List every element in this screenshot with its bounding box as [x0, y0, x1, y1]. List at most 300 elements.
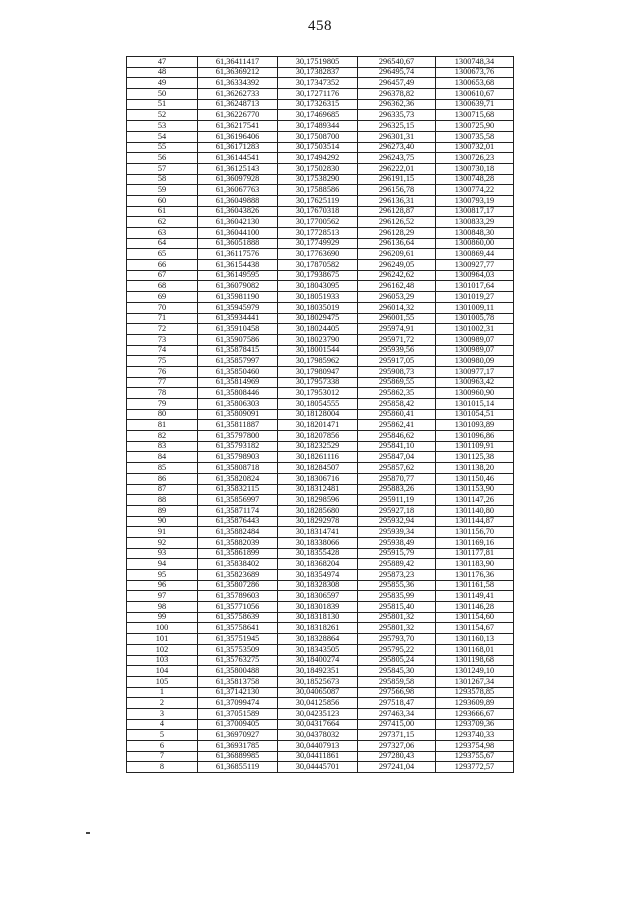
- longitude-cell: 30,17749929: [278, 238, 358, 249]
- longitude-cell: 30,18338066: [278, 537, 358, 548]
- longitude-cell: 30,18232529: [278, 441, 358, 452]
- y-coordinate-cell: 1301154,60: [436, 612, 514, 623]
- latitude-cell: 61,36149595: [198, 270, 278, 281]
- longitude-cell: 30,18023790: [278, 334, 358, 345]
- x-coordinate-cell: 296457,49: [358, 78, 436, 89]
- latitude-cell: 61,35809091: [198, 409, 278, 420]
- y-coordinate-cell: 1300715,68: [436, 110, 514, 121]
- table-row: [127, 570, 514, 581]
- longitude-cell: 30,17347352: [278, 78, 358, 89]
- point-number-cell: 60: [127, 195, 198, 206]
- x-coordinate-cell: 296495,74: [358, 67, 436, 78]
- x-coordinate-cell: 295835,99: [358, 591, 436, 602]
- y-coordinate-cell: 1301149,41: [436, 591, 514, 602]
- longitude-cell: 30,04125856: [278, 698, 358, 709]
- table-row: [127, 548, 514, 559]
- y-coordinate-cell: 1301176,36: [436, 570, 514, 581]
- y-coordinate-cell: 1301153,90: [436, 484, 514, 495]
- x-coordinate-cell: 295927,18: [358, 505, 436, 516]
- y-coordinate-cell: 1301267,34: [436, 676, 514, 687]
- y-coordinate-cell: 1300960,90: [436, 388, 514, 399]
- y-coordinate-cell: 1300748,34: [436, 57, 514, 68]
- table-row: [127, 238, 514, 249]
- point-number-cell: 66: [127, 260, 198, 271]
- point-number-cell: 94: [127, 559, 198, 570]
- longitude-cell: 30,17326315: [278, 99, 358, 110]
- latitude-cell: 61,35876443: [198, 516, 278, 527]
- x-coordinate-cell: 296378,82: [358, 89, 436, 100]
- latitude-cell: 61,35832115: [198, 484, 278, 495]
- point-number-cell: 79: [127, 399, 198, 410]
- latitude-cell: 61,36369212: [198, 67, 278, 78]
- latitude-cell: 61,36125143: [198, 163, 278, 174]
- latitude-cell: 61,35910458: [198, 324, 278, 335]
- longitude-cell: 30,17985962: [278, 356, 358, 367]
- point-number-cell: 51: [127, 99, 198, 110]
- x-coordinate-cell: 296249,05: [358, 260, 436, 271]
- latitude-cell: 61,35882039: [198, 537, 278, 548]
- longitude-cell: 30,18029475: [278, 313, 358, 324]
- table-row: [127, 580, 514, 591]
- longitude-cell: 30,04407913: [278, 741, 358, 752]
- y-coordinate-cell: 1300817,17: [436, 206, 514, 217]
- point-number-cell: 80: [127, 409, 198, 420]
- y-coordinate-cell: 1293578,85: [436, 687, 514, 698]
- point-number-cell: 93: [127, 548, 198, 559]
- longitude-cell: 30,18343505: [278, 644, 358, 655]
- y-coordinate-cell: 1301005,78: [436, 313, 514, 324]
- point-number-cell: 100: [127, 623, 198, 634]
- longitude-cell: 30,18284507: [278, 463, 358, 474]
- longitude-cell: 30,18001544: [278, 345, 358, 356]
- x-coordinate-cell: 296162,48: [358, 281, 436, 292]
- longitude-cell: 30,18400274: [278, 655, 358, 666]
- table-row: [127, 324, 514, 335]
- latitude-cell: 61,36855119: [198, 762, 278, 773]
- point-number-cell: 3: [127, 708, 198, 719]
- longitude-cell: 30,17494292: [278, 153, 358, 164]
- latitude-cell: 61,35823689: [198, 570, 278, 581]
- table-row: [127, 110, 514, 121]
- latitude-cell: 61,35771056: [198, 602, 278, 613]
- table-row: [127, 249, 514, 260]
- longitude-cell: 30,18298596: [278, 495, 358, 506]
- point-number-cell: 2: [127, 698, 198, 709]
- y-coordinate-cell: 1300725,90: [436, 121, 514, 132]
- y-coordinate-cell: 1300610,67: [436, 89, 514, 100]
- table-row: [127, 121, 514, 132]
- latitude-cell: 61,35789603: [198, 591, 278, 602]
- longitude-cell: 30,17953012: [278, 388, 358, 399]
- latitude-cell: 61,36217541: [198, 121, 278, 132]
- latitude-cell: 61,37051589: [198, 708, 278, 719]
- latitude-cell: 61,35800488: [198, 666, 278, 677]
- x-coordinate-cell: 296126,52: [358, 217, 436, 228]
- x-coordinate-cell: 295971,72: [358, 334, 436, 345]
- table-row: [127, 602, 514, 613]
- x-coordinate-cell: 296014,32: [358, 302, 436, 313]
- point-number-cell: 48: [127, 67, 198, 78]
- latitude-cell: 61,37009405: [198, 719, 278, 730]
- x-coordinate-cell: 297241,04: [358, 762, 436, 773]
- latitude-cell: 61,36097928: [198, 174, 278, 185]
- point-number-cell: 1: [127, 687, 198, 698]
- y-coordinate-cell: 1300964,03: [436, 270, 514, 281]
- point-number-cell: 92: [127, 537, 198, 548]
- point-number-cell: 73: [127, 334, 198, 345]
- point-number-cell: 78: [127, 388, 198, 399]
- point-number-cell: 83: [127, 441, 198, 452]
- latitude-cell: 61,36042130: [198, 217, 278, 228]
- x-coordinate-cell: 295795,22: [358, 644, 436, 655]
- x-coordinate-cell: 295870,77: [358, 473, 436, 484]
- table-row: [127, 206, 514, 217]
- y-coordinate-cell: 1301183,90: [436, 559, 514, 570]
- table-row: [127, 591, 514, 602]
- scan-mark: [86, 832, 90, 834]
- longitude-cell: 30,18024405: [278, 324, 358, 335]
- latitude-cell: 61,36049888: [198, 195, 278, 206]
- longitude-cell: 30,18051933: [278, 292, 358, 303]
- y-coordinate-cell: 1301093,89: [436, 420, 514, 431]
- latitude-cell: 61,36970927: [198, 730, 278, 741]
- y-coordinate-cell: 1293740,33: [436, 730, 514, 741]
- longitude-cell: 30,17489344: [278, 121, 358, 132]
- y-coordinate-cell: 1300726,23: [436, 153, 514, 164]
- latitude-cell: 61,35861899: [198, 548, 278, 559]
- latitude-cell: 61,35878415: [198, 345, 278, 356]
- table-row: [127, 719, 514, 730]
- longitude-cell: 30,17508700: [278, 131, 358, 142]
- latitude-cell: 61,35793182: [198, 441, 278, 452]
- table-row: [127, 612, 514, 623]
- y-coordinate-cell: 1300833,29: [436, 217, 514, 228]
- longitude-cell: 30,17519805: [278, 57, 358, 68]
- x-coordinate-cell: 297518,47: [358, 698, 436, 709]
- table-row: [127, 313, 514, 324]
- y-coordinate-cell: 1301109,91: [436, 441, 514, 452]
- latitude-cell: 61,36117576: [198, 249, 278, 260]
- x-coordinate-cell: 295805,24: [358, 655, 436, 666]
- y-coordinate-cell: 1301096,86: [436, 431, 514, 442]
- table-row: [127, 356, 514, 367]
- x-coordinate-cell: 297463,34: [358, 708, 436, 719]
- latitude-cell: 61,35753509: [198, 644, 278, 655]
- latitude-cell: 61,35857997: [198, 356, 278, 367]
- latitude-cell: 61,36411417: [198, 57, 278, 68]
- x-coordinate-cell: 297415,00: [358, 719, 436, 730]
- point-number-cell: 96: [127, 580, 198, 591]
- x-coordinate-cell: 295932,94: [358, 516, 436, 527]
- y-coordinate-cell: 1300793,19: [436, 195, 514, 206]
- x-coordinate-cell: 296362,36: [358, 99, 436, 110]
- latitude-cell: 61,36196406: [198, 131, 278, 142]
- x-coordinate-cell: 295847,04: [358, 452, 436, 463]
- x-coordinate-cell: 295859,58: [358, 676, 436, 687]
- latitude-cell: 61,36931785: [198, 741, 278, 752]
- table-row: [127, 473, 514, 484]
- table-row: [127, 730, 514, 741]
- longitude-cell: 30,04378032: [278, 730, 358, 741]
- point-number-cell: 5: [127, 730, 198, 741]
- point-number-cell: 84: [127, 452, 198, 463]
- point-number-cell: 67: [127, 270, 198, 281]
- x-coordinate-cell: 295858,42: [358, 399, 436, 410]
- table-row: [127, 762, 514, 773]
- table-row: [127, 505, 514, 516]
- table-row: [127, 441, 514, 452]
- longitude-cell: 30,18368204: [278, 559, 358, 570]
- longitude-cell: 30,17763690: [278, 249, 358, 260]
- table-row: [127, 676, 514, 687]
- longitude-cell: 30,17271176: [278, 89, 358, 100]
- latitude-cell: 61,35838402: [198, 559, 278, 570]
- y-coordinate-cell: 1300732,01: [436, 142, 514, 153]
- point-number-cell: 63: [127, 228, 198, 239]
- y-coordinate-cell: 1300774,22: [436, 185, 514, 196]
- table-row: [127, 495, 514, 506]
- longitude-cell: 30,18306597: [278, 591, 358, 602]
- x-coordinate-cell: 296128,29: [358, 228, 436, 239]
- x-coordinate-cell: 295801,32: [358, 623, 436, 634]
- point-number-cell: 64: [127, 238, 198, 249]
- y-coordinate-cell: 1301198,68: [436, 655, 514, 666]
- longitude-cell: 30,18207856: [278, 431, 358, 442]
- longitude-cell: 30,17382837: [278, 67, 358, 78]
- point-number-cell: 74: [127, 345, 198, 356]
- longitude-cell: 30,17625119: [278, 195, 358, 206]
- x-coordinate-cell: 295939,56: [358, 345, 436, 356]
- y-coordinate-cell: 1301146,28: [436, 602, 514, 613]
- point-number-cell: 97: [127, 591, 198, 602]
- longitude-cell: 30,17588586: [278, 185, 358, 196]
- longitude-cell: 30,04411861: [278, 751, 358, 762]
- x-coordinate-cell: 296242,62: [358, 270, 436, 281]
- longitude-cell: 30,18285680: [278, 505, 358, 516]
- point-number-cell: 6: [127, 741, 198, 752]
- latitude-cell: 61,35798903: [198, 452, 278, 463]
- latitude-cell: 61,36248713: [198, 99, 278, 110]
- longitude-cell: 30,04235123: [278, 708, 358, 719]
- x-coordinate-cell: 295855,36: [358, 580, 436, 591]
- table-row: [127, 153, 514, 164]
- table-row: [127, 644, 514, 655]
- x-coordinate-cell: 295938,49: [358, 537, 436, 548]
- table-row: [127, 217, 514, 228]
- y-coordinate-cell: 1301009,11: [436, 302, 514, 313]
- latitude-cell: 61,36171283: [198, 142, 278, 153]
- y-coordinate-cell: 1301150,46: [436, 473, 514, 484]
- longitude-cell: 30,17700562: [278, 217, 358, 228]
- y-coordinate-cell: 1301054,51: [436, 409, 514, 420]
- latitude-cell: 61,36043826: [198, 206, 278, 217]
- longitude-cell: 30,18043095: [278, 281, 358, 292]
- x-coordinate-cell: 295939,34: [358, 527, 436, 538]
- table-row: [127, 388, 514, 399]
- longitude-cell: 30,18314741: [278, 527, 358, 538]
- point-number-cell: 53: [127, 121, 198, 132]
- point-number-cell: 8: [127, 762, 198, 773]
- y-coordinate-cell: 1301160,13: [436, 634, 514, 645]
- latitude-cell: 61,35808446: [198, 388, 278, 399]
- latitude-cell: 61,35758639: [198, 612, 278, 623]
- latitude-cell: 61,35758641: [198, 623, 278, 634]
- point-number-cell: 62: [127, 217, 198, 228]
- y-coordinate-cell: 1301177,81: [436, 548, 514, 559]
- table-row: [127, 334, 514, 345]
- longitude-cell: 30,18301839: [278, 602, 358, 613]
- y-coordinate-cell: 1300748,28: [436, 174, 514, 185]
- table-row: [127, 634, 514, 645]
- point-number-cell: 88: [127, 495, 198, 506]
- y-coordinate-cell: 1301138,20: [436, 463, 514, 474]
- point-number-cell: 56: [127, 153, 198, 164]
- latitude-cell: 61,36262733: [198, 89, 278, 100]
- point-number-cell: 61: [127, 206, 198, 217]
- point-number-cell: 69: [127, 292, 198, 303]
- y-coordinate-cell: 1293772,57: [436, 762, 514, 773]
- y-coordinate-cell: 1301156,70: [436, 527, 514, 538]
- latitude-cell: 61,36889985: [198, 751, 278, 762]
- x-coordinate-cell: 296335,73: [358, 110, 436, 121]
- table-row: [127, 142, 514, 153]
- longitude-cell: 30,18312481: [278, 484, 358, 495]
- latitude-cell: 61,36067763: [198, 185, 278, 196]
- point-number-cell: 90: [127, 516, 198, 527]
- longitude-cell: 30,04065087: [278, 687, 358, 698]
- point-number-cell: 55: [127, 142, 198, 153]
- table-body: [127, 57, 514, 773]
- x-coordinate-cell: 297327,06: [358, 741, 436, 752]
- y-coordinate-cell: 1293709,36: [436, 719, 514, 730]
- table-row: [127, 708, 514, 719]
- y-coordinate-cell: 1301002,31: [436, 324, 514, 335]
- latitude-cell: 61,37099474: [198, 698, 278, 709]
- table-row: [127, 666, 514, 677]
- table-row: [127, 623, 514, 634]
- latitude-cell: 61,35797800: [198, 431, 278, 442]
- longitude-cell: 30,18201471: [278, 420, 358, 431]
- x-coordinate-cell: 297280,43: [358, 751, 436, 762]
- x-coordinate-cell: 295889,42: [358, 559, 436, 570]
- x-coordinate-cell: 296273,40: [358, 142, 436, 153]
- x-coordinate-cell: 295857,62: [358, 463, 436, 474]
- x-coordinate-cell: 295845,30: [358, 666, 436, 677]
- table-row: [127, 559, 514, 570]
- y-coordinate-cell: 1293666,67: [436, 708, 514, 719]
- x-coordinate-cell: 296540,67: [358, 57, 436, 68]
- point-number-cell: 76: [127, 366, 198, 377]
- table-row: [127, 399, 514, 410]
- point-number-cell: 99: [127, 612, 198, 623]
- y-coordinate-cell: 1293754,98: [436, 741, 514, 752]
- x-coordinate-cell: 295915,79: [358, 548, 436, 559]
- y-coordinate-cell: 1301154,67: [436, 623, 514, 634]
- point-number-cell: 105: [127, 676, 198, 687]
- y-coordinate-cell: 1300980,09: [436, 356, 514, 367]
- longitude-cell: 30,18128004: [278, 409, 358, 420]
- longitude-cell: 30,17670318: [278, 206, 358, 217]
- y-coordinate-cell: 1301147,26: [436, 495, 514, 506]
- point-number-cell: 104: [127, 666, 198, 677]
- point-number-cell: 103: [127, 655, 198, 666]
- point-number-cell: 50: [127, 89, 198, 100]
- latitude-cell: 61,35907586: [198, 334, 278, 345]
- x-coordinate-cell: 296191,15: [358, 174, 436, 185]
- latitude-cell: 61,35934441: [198, 313, 278, 324]
- point-number-cell: 87: [127, 484, 198, 495]
- point-number-cell: 77: [127, 377, 198, 388]
- y-coordinate-cell: 1300963,42: [436, 377, 514, 388]
- x-coordinate-cell: 296001,55: [358, 313, 436, 324]
- longitude-cell: 30,18328308: [278, 580, 358, 591]
- longitude-cell: 30,18261116: [278, 452, 358, 463]
- table-row: [127, 78, 514, 89]
- longitude-cell: 30,17469685: [278, 110, 358, 121]
- longitude-cell: 30,18492351: [278, 666, 358, 677]
- x-coordinate-cell: 296053,29: [358, 292, 436, 303]
- table-row: [127, 463, 514, 474]
- y-coordinate-cell: 1301169,16: [436, 537, 514, 548]
- point-number-cell: 89: [127, 505, 198, 516]
- table-row: [127, 484, 514, 495]
- latitude-cell: 61,35806303: [198, 399, 278, 410]
- point-number-cell: 101: [127, 634, 198, 645]
- latitude-cell: 61,35945979: [198, 302, 278, 313]
- x-coordinate-cell: 295869,55: [358, 377, 436, 388]
- point-number-cell: 7: [127, 751, 198, 762]
- latitude-cell: 61,36044100: [198, 228, 278, 239]
- point-number-cell: 54: [127, 131, 198, 142]
- longitude-cell: 30,04445701: [278, 762, 358, 773]
- x-coordinate-cell: 295841,10: [358, 441, 436, 452]
- y-coordinate-cell: 1301161,58: [436, 580, 514, 591]
- longitude-cell: 30,17870582: [278, 260, 358, 271]
- latitude-cell: 61,35981190: [198, 292, 278, 303]
- y-coordinate-cell: 1300860,00: [436, 238, 514, 249]
- table-row: [127, 185, 514, 196]
- point-number-cell: 91: [127, 527, 198, 538]
- coordinates-table: [126, 56, 514, 773]
- point-number-cell: 65: [127, 249, 198, 260]
- y-coordinate-cell: 1300848,30: [436, 228, 514, 239]
- x-coordinate-cell: 295917,05: [358, 356, 436, 367]
- y-coordinate-cell: 1301168,01: [436, 644, 514, 655]
- longitude-cell: 30,04317664: [278, 719, 358, 730]
- page-number: 458: [308, 18, 332, 34]
- table-row: [127, 302, 514, 313]
- latitude-cell: 61,36079082: [198, 281, 278, 292]
- x-coordinate-cell: 297371,15: [358, 730, 436, 741]
- table-row: [127, 452, 514, 463]
- table-row: [127, 377, 514, 388]
- y-coordinate-cell: 1301125,38: [436, 452, 514, 463]
- table-row: [127, 516, 514, 527]
- longitude-cell: 30,18318261: [278, 623, 358, 634]
- longitude-cell: 30,18054555: [278, 399, 358, 410]
- longitude-cell: 30,18355428: [278, 548, 358, 559]
- x-coordinate-cell: 295815,40: [358, 602, 436, 613]
- y-coordinate-cell: 1301015,14: [436, 399, 514, 410]
- latitude-cell: 61,35751945: [198, 634, 278, 645]
- point-number-cell: 47: [127, 57, 198, 68]
- x-coordinate-cell: 295846,62: [358, 431, 436, 442]
- x-coordinate-cell: 295974,91: [358, 324, 436, 335]
- point-number-cell: 98: [127, 602, 198, 613]
- y-coordinate-cell: 1301249,10: [436, 666, 514, 677]
- y-coordinate-cell: 1300927,77: [436, 260, 514, 271]
- x-coordinate-cell: 295873,23: [358, 570, 436, 581]
